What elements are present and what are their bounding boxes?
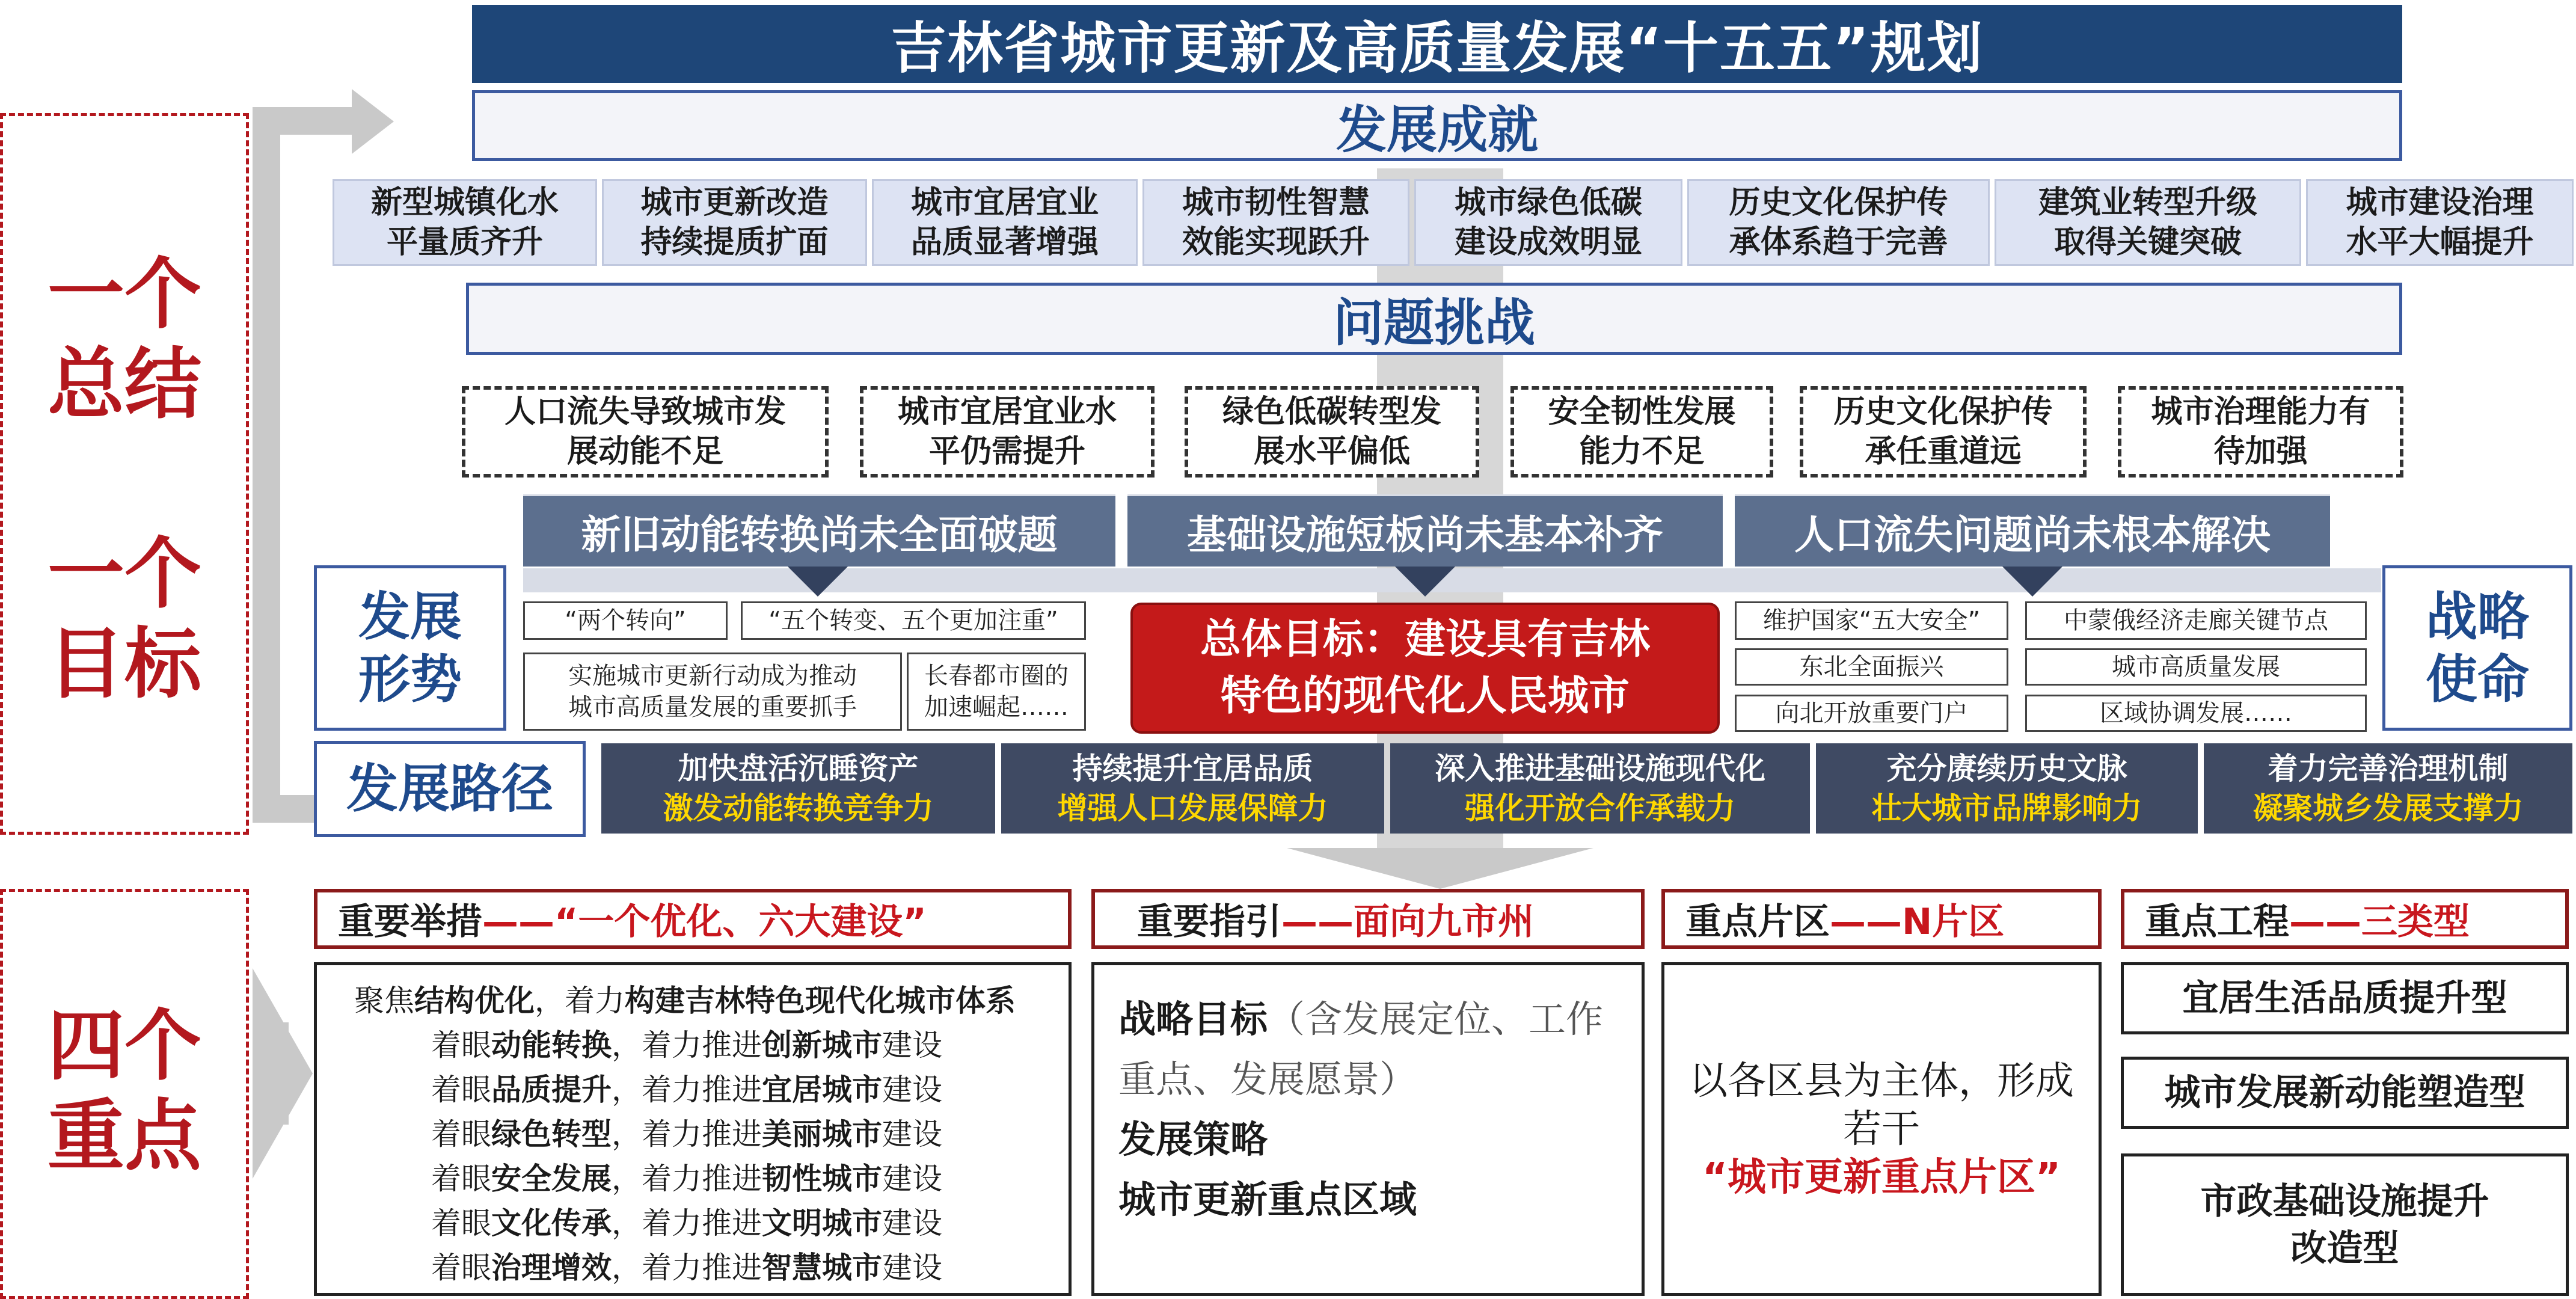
guidance-header: 重要指引 ——面向九市州 <box>1091 889 1645 949</box>
measure-text: 治理增效 <box>491 1250 612 1285</box>
guidance-strategy: 发展策略 <box>1118 1117 1268 1161</box>
challenge-item <box>1185 386 1479 478</box>
flow-arrow-bottom-stem <box>253 1022 289 1125</box>
path-line: 充分赓续历史文脉 <box>1886 751 2127 786</box>
challenge-item <box>1800 386 2087 478</box>
mission-item-2: 中蒙俄经济走廊关键节点 <box>2025 601 2367 640</box>
achievement-item <box>602 179 867 266</box>
challenge-line: 承任重道远 <box>1865 434 2022 470</box>
achievement-line: 建设成效明显 <box>1454 224 1642 260</box>
path-line-highlight: 壮大城市品牌影响力 <box>1871 791 2142 826</box>
measure-text: ，着力推进 <box>612 1072 762 1107</box>
measure-text: 着眼 <box>431 1250 491 1285</box>
challenge-line: 能力不足 <box>1579 434 1705 470</box>
measure-text: ，着力推进 <box>612 1161 762 1196</box>
districts-box: 以各区县为主体，形成 若干 “城市更新重点片区” <box>1661 962 2102 1296</box>
measure-text: ，着力推进 <box>612 1250 762 1285</box>
measure-line <box>317 1067 1069 1112</box>
achievement-item <box>1414 179 1682 266</box>
path-item <box>601 743 995 834</box>
measure-text: 品质提升 <box>491 1072 612 1107</box>
path-item <box>2204 743 2572 834</box>
measure-text: 建设 <box>882 1117 942 1152</box>
problem-tab-3: 人口流失问题尚未根本解决 <box>1735 494 2330 567</box>
measure-line <box>317 1023 1069 1067</box>
measure-text: 建设 <box>882 1250 942 1285</box>
achievement-line: 城市韧性智慧 <box>1182 185 1370 221</box>
situation-item-2: “五个转变、五个更加注重” <box>741 601 1086 640</box>
label-four-focus: 四个 重点 <box>47 1001 201 1181</box>
path-label: 发展路径 <box>314 741 586 837</box>
achievement-item <box>2306 179 2574 266</box>
achievement-line: 新型城镇化水 <box>370 185 559 221</box>
label-one-goal: 一个 目标 <box>47 529 201 709</box>
problem-arrow-2 <box>1395 567 1455 597</box>
guidance-strategic-goal: 战略目标 <box>1118 997 1268 1041</box>
achievement-line: 效能实现跃升 <box>1182 224 1370 260</box>
path-line-highlight: 激发动能转换竞争力 <box>663 791 934 826</box>
mission-item-6: 区域协调发展…… <box>2025 695 2367 732</box>
measure-text: 着眼 <box>431 1028 491 1063</box>
measure-text: 安全发展 <box>491 1161 612 1196</box>
measures-box <box>314 962 1072 1296</box>
achievement-item <box>1687 179 1990 266</box>
mission-label: 战略 使命 <box>2382 565 2572 731</box>
achievement-line: 历史文化保护传 <box>1729 185 1948 221</box>
flow-arrow-vertical <box>253 107 280 823</box>
project-type-2: 城市发展新动能塑造型 <box>2121 1057 2569 1129</box>
measures-list <box>317 1023 1069 1290</box>
measure-text: 建设 <box>882 1072 942 1107</box>
measures-header: 重要举措 ——“一个优化、六大建设” <box>314 889 1072 949</box>
challenge-line: 展水平偏低 <box>1253 434 1410 470</box>
guidance-areas: 城市更新重点区域 <box>1118 1178 1417 1221</box>
measure-text: 着眼 <box>431 1206 491 1241</box>
project-type-1: 宜居生活品质提升型 <box>2121 962 2569 1034</box>
project-type-3: 市政基础设施提升 改造型 <box>2121 1153 2569 1296</box>
path-line: 持续提升宜居品质 <box>1072 751 1313 786</box>
flow-arrow-mid-stem <box>253 795 319 823</box>
measure-text: 建设 <box>882 1206 942 1241</box>
challenge-line: 城市宜居宜业水 <box>897 394 1117 430</box>
measure-line <box>317 1201 1069 1245</box>
achievement-line: 持续提质扩面 <box>640 224 829 260</box>
mission-item-5: 向北开放重要门户 <box>1735 695 2008 732</box>
challenge-line: 绿色低碳转型发 <box>1222 394 1441 430</box>
path-item <box>1816 743 2198 834</box>
achievement-line: 城市建设治理 <box>2346 185 2534 221</box>
section-challenges-header: 问题挑战 <box>466 283 2402 355</box>
challenge-line: 历史文化保护传 <box>1833 394 2053 430</box>
achievement-line: 平量质齐升 <box>386 224 543 260</box>
section-achievements-header: 发展成就 <box>472 90 2402 161</box>
path-line-highlight: 凝聚城乡发展支撑力 <box>2252 791 2524 826</box>
problem-arrow-3 <box>2002 567 2062 597</box>
achievement-item <box>1995 179 2301 266</box>
measure-text: 智慧城市 <box>762 1250 882 1285</box>
path-item <box>1390 743 1810 834</box>
challenge-line: 城市治理能力有 <box>2151 394 2370 430</box>
measure-line <box>317 1112 1069 1156</box>
projects-header: 重点工程 ——三类型 <box>2121 889 2569 949</box>
achievement-item <box>872 179 1138 266</box>
measure-text: 动能转换 <box>491 1028 612 1063</box>
situation-item-3: 实施城市更新行动成为推动 城市高质量发展的重要抓手 <box>523 653 902 731</box>
challenge-line: 人口流失导致城市发 <box>504 394 786 430</box>
measure-text: ，着力推进 <box>612 1028 762 1063</box>
measures-first-line: 聚焦结构优化，着力构建吉林特色现代化城市体系 <box>354 983 1016 1018</box>
challenge-line: 安全韧性发展 <box>1548 394 1736 430</box>
districts-header: 重点片区 ——N片区 <box>1661 889 2102 949</box>
label-one-summary: 一个 总结 <box>47 250 201 429</box>
achievement-line: 品质显著增强 <box>910 224 1099 260</box>
achievement-line: 城市绿色低碳 <box>1454 185 1642 221</box>
measure-line <box>317 1156 1069 1201</box>
measure-text: 绿色转型 <box>491 1117 612 1152</box>
achievement-line: 取得关键突破 <box>2053 224 2242 260</box>
measure-text: 创新城市 <box>762 1028 882 1063</box>
challenge-line: 待加强 <box>2213 434 2308 470</box>
problem-tab-1: 新旧动能转换尚未全面破题 <box>523 494 1115 567</box>
left-panel-top <box>0 113 249 835</box>
measure-line <box>317 1245 1069 1290</box>
achievement-line: 建筑业转型升级 <box>2038 185 2257 221</box>
situation-item-1: “两个转向” <box>523 601 728 640</box>
situation-item-4: 长春都市圈的 加速崛起…… <box>907 653 1086 731</box>
achievement-line: 承体系趋于完善 <box>1729 224 1948 260</box>
challenge-item <box>1510 386 1773 478</box>
overall-goal-box: 总体目标：建设具有吉林 特色的现代化人民城市 <box>1130 603 1720 734</box>
flow-arrow-top-stem <box>253 107 355 135</box>
achievement-line: 城市更新改造 <box>640 185 829 221</box>
flow-arrow-top-head <box>352 89 394 154</box>
challenge-line: 展动能不足 <box>566 434 723 470</box>
measure-text: ，着力推进 <box>612 1206 762 1241</box>
path-line-highlight: 强化开放合作承载力 <box>1465 791 1735 826</box>
situation-label: 发展 形势 <box>314 565 506 731</box>
challenge-item <box>2118 386 2403 478</box>
challenge-item <box>462 386 829 478</box>
path-line: 加快盘活沉睡资产 <box>678 751 919 786</box>
achievement-item <box>333 179 597 266</box>
measure-text: 美丽城市 <box>762 1117 882 1152</box>
problem-arrow-1 <box>788 567 848 597</box>
path-line: 着力完善治理机制 <box>2268 751 2509 786</box>
measure-text: ，着力推进 <box>612 1117 762 1152</box>
measure-text: 宜居城市 <box>762 1072 882 1107</box>
measure-text: 文明城市 <box>762 1206 882 1241</box>
page-title: 吉林省城市更新及高质量发展“十五五”规划 <box>472 5 2402 83</box>
mission-item-4: 城市高质量发展 <box>2025 648 2367 686</box>
path-line: 深入推进基础设施现代化 <box>1435 751 1765 786</box>
mission-item-3: 东北全面振兴 <box>1735 648 2008 686</box>
measure-text: 着眼 <box>431 1117 491 1152</box>
measure-text: 建设 <box>882 1161 942 1196</box>
challenge-item <box>860 386 1155 478</box>
challenge-line: 平仍需提升 <box>928 434 1085 470</box>
achievement-item <box>1142 179 1409 266</box>
measure-text: 着眼 <box>431 1072 491 1107</box>
measure-text: 着眼 <box>431 1161 491 1196</box>
mission-item-1: 维护国家“五大安全” <box>1735 601 2008 640</box>
achievement-line: 水平大幅提升 <box>2346 224 2534 260</box>
measure-text: 韧性城市 <box>762 1161 882 1196</box>
path-line-highlight: 增强人口发展保障力 <box>1057 791 1328 826</box>
flow-arrow-center-head <box>1287 848 1593 889</box>
measure-text: 建设 <box>882 1028 942 1063</box>
measure-text: 文化传承 <box>491 1206 612 1241</box>
guidance-box: 战略目标（含发展定位、工作 重点、发展愿景） 发展策略 城市更新重点区域 <box>1091 962 1645 1296</box>
path-item <box>1001 743 1384 834</box>
achievement-line: 城市宜居宜业 <box>910 185 1099 221</box>
problem-tab-2: 基础设施短板尚未基本补齐 <box>1127 494 1723 567</box>
